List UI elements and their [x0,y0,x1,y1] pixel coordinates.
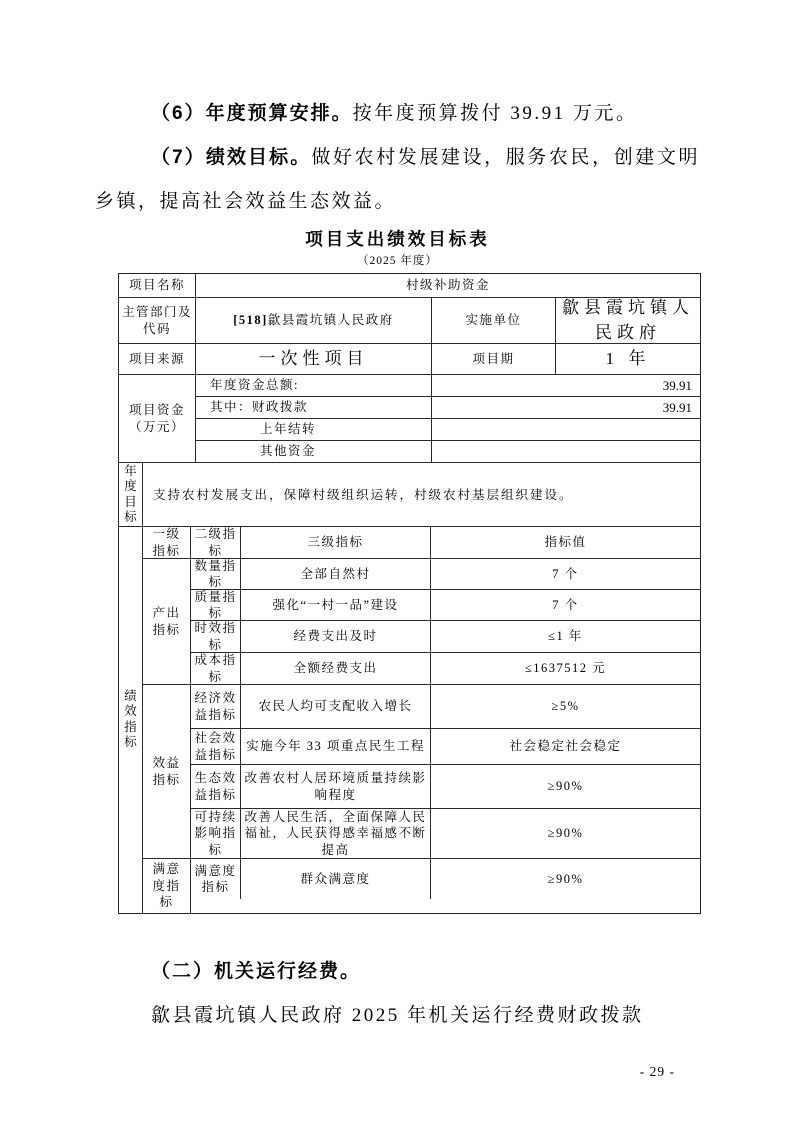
fund-value: 39.91 [432,375,700,397]
cell-impl-label: 实施单位 [432,298,556,344]
row-source [119,344,700,375]
cell-funds-label: 项目资金（万元） [119,375,196,463]
indicator-row [191,621,700,653]
cell-level1-satisfaction: 满意度指标 [143,859,191,913]
cell-period-value: 1 年 [556,344,700,375]
cell-annual-goal-label [119,463,143,527]
cell-level2: 成本指标 [191,653,241,685]
dept-name: 歙县霞坑镇人民政府 [267,313,394,328]
section-2-heading-line [95,950,700,994]
row-project-name [119,274,700,298]
indicators-body [143,527,700,913]
cell-indicator-value: 7 个 [431,559,700,590]
cell-dept-value [196,298,432,344]
cell-dept-label: 主管部门及代码 [119,298,196,344]
cell-level3: 改善农村人居环境质量持续影响程度 [241,765,431,809]
performance-target-table [118,273,701,914]
indicator-row [191,765,700,809]
cell-level1-benefit: 效益指标 [143,685,191,859]
fund-value: 39.91 [432,397,700,419]
cell-indicator-value: ≥90% [547,871,584,886]
cell-level2: 质量指标 [191,590,241,621]
fund-label: 年度资金总额: [196,375,432,397]
cell-level3: 全额经费支出 [241,653,431,685]
cell-level1-output: 产出指标 [143,559,191,685]
cell-project-name-label: 项目名称 [119,274,196,298]
group-satisfaction-indicators [143,859,700,913]
cell-level3: 改善人民生活，全面保障人民福祉，人民获得感幸福感不断提高 [241,809,431,859]
group-benefit-indicators [143,685,700,859]
dept-value-text [233,312,394,329]
cell-impl-value: 歙县霞坑镇人民政府 [556,298,700,344]
group-satisfaction-rows [191,859,700,913]
cell-source-label: 项目来源 [119,344,196,375]
indicator-row [191,809,700,859]
cell-level2: 社会效益指标 [191,729,241,765]
indicator-row [191,653,700,685]
section-funds [119,375,700,463]
col-header-value: 指标值 [431,527,700,559]
table-title: 项目支出绩效目标表 [305,229,490,249]
cell-indicator-value: 社会稳定社会稳定 [431,729,700,765]
paragraph-7-text: 做好农村发展建设，服务农民，创建文明乡镇，提高社会效益生态效益。 [95,147,700,212]
group-benefit-rows [191,685,700,859]
section-indicators [119,527,700,913]
dept-code: [518] [233,313,268,328]
cell-level2: 经济效益指标 [191,685,241,729]
cell-level3: 强化“一村一品”建设 [241,590,431,621]
fund-label: 其中：财政拨款 [196,397,432,419]
cell-level2: 时效指标 [191,621,241,653]
cell-indicator-value: ≥90% [431,765,700,809]
paragraph-6-text: 按年度预算拨付 39.91 万元。 [352,103,638,124]
fund-row [196,419,700,441]
section-annual-goal [119,463,700,527]
col-header-level1: 一级指标 [143,527,191,559]
paragraph-6 [95,92,700,136]
fund-value [432,419,700,441]
cell-level3: 群众满意度 [241,859,431,899]
fund-value [432,441,700,463]
fund-row [196,375,700,397]
cell-level3: 经费支出及时 [241,621,431,653]
annual-goal-label-text: 年度目标 [124,463,137,524]
indicator-row [191,559,700,590]
indicators-side-label-text: 绩效指标 [124,688,137,750]
section-2-text: 歙县霞坑镇人民政府 2025 年机关运行经费财政拨款 [151,1004,644,1026]
page-number: - 29 - [639,1063,675,1079]
funds-rows [196,375,700,463]
group-output-rows [191,559,700,685]
cell-level2: 满意度指标 [191,859,241,899]
fund-row [196,441,700,463]
cell-level2: 可持续影响指标 [191,809,241,859]
cell-level3: 全部自然村 [241,559,431,590]
cell-level2: 生态效益指标 [191,765,241,809]
cell-annual-goal-text: 支持农村发展支出，保障村级组织运转，村级农村基层组织建设。 [143,463,700,527]
table-subtitle: （2025 年度） [357,255,438,267]
indicator-row [191,729,700,765]
indicator-row [191,859,700,899]
cell-project-name-value: 村级补助资金 [196,274,700,298]
cell-indicator-value: ≥5% [431,685,700,729]
fund-label: 其他资金 [196,441,432,463]
col-header-level2: 二级指标 [191,527,241,559]
indicator-row [191,685,700,729]
cell-level3: 农民人均可支配收入增长 [241,685,431,729]
cell-indicator-value: ≤1 年 [431,621,700,653]
section-2-heading: （二）机关运行经费。 [151,960,362,982]
cell-indicator-value: 7 个 [431,590,700,621]
cell-indicator-value: ≤1637512 元 [431,653,700,685]
col-header-level3: 三级指标 [241,527,431,559]
paragraph-7 [95,136,700,224]
cell-indicators-side-label [119,527,143,913]
indicator-row [191,590,700,621]
paragraph-6-heading: （6）年度预算安排。 [151,103,353,124]
paragraph-7-heading: （7）绩效目标。 [151,147,312,168]
fund-label: 上年结转 [196,419,432,441]
cell-indicator-value: ≥90% [431,809,700,859]
indicators-header-row [143,527,700,559]
group-output-indicators [143,559,700,685]
row-department [119,298,700,344]
cell-level2: 数量指标 [191,559,241,590]
cell-period-label: 项目期 [432,344,556,375]
cell-level3: 实施今年 33 项重点民生工程 [241,729,431,765]
cell-source-value: 一次性项目 [196,344,432,375]
fund-row [196,397,700,419]
